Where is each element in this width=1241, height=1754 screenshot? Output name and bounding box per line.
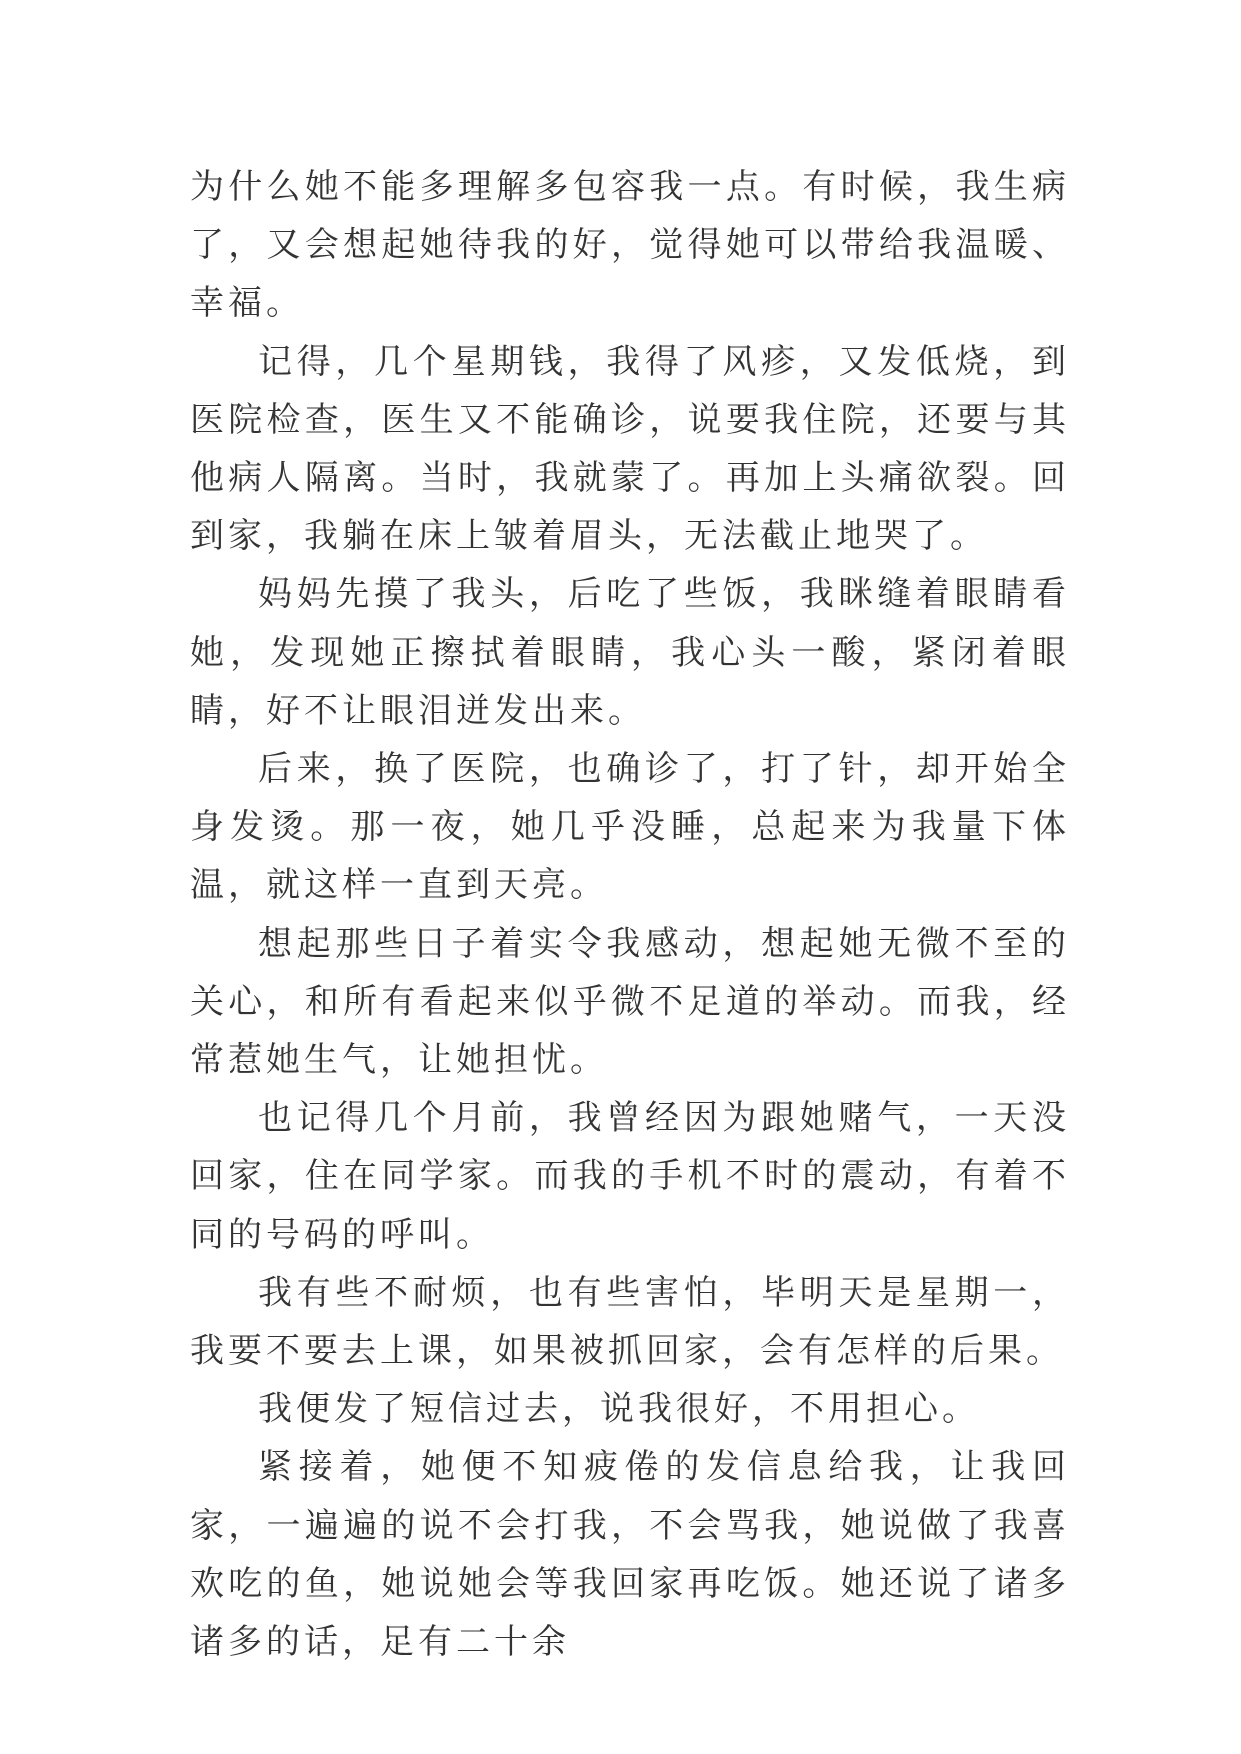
paragraph-4: 后来，换了医院，也确诊了，打了针，却开始全身发烫。那一夜，她几乎没睡，总起来为我量下体温，就这样一直到天亮。 xyxy=(190,749,1070,906)
paragraph-9: 紧接着，她便不知疲倦的发信息给我，让我回家，一遍遍的说不会打我，不会骂我，她说做了我喜欢吃的鱼，她说她会等我回家再吃饭。她还说了诸多诸多的话，足有二十余 xyxy=(190,1447,1070,1663)
paragraph-3: 妈妈先摸了我头，后吃了些饭，我眯缝着眼睛看她，发现她正擦拭着眼睛，我心头一酸，紧闭着眼睛，好不让眼泪迸发出来。 xyxy=(190,574,1070,731)
paragraph-1: 为什么她不能多理解多包容我一点。有时候，我生病了，又会想起她待我的好，觉得她可以带给我温暖、幸福。 xyxy=(190,167,1070,324)
paragraph-8: 我便发了短信过去，说我很好，不用担心。 xyxy=(258,1389,980,1430)
paragraph-6: 也记得几个月前，我曾经因为跟她赌气，一天没回家，住在同学家。而我的手机不时的震动，有着不同的号码的呼叫。 xyxy=(190,1098,1070,1255)
paragraph-5: 想起那些日子着实令我感动，想起她无微不至的关心，和所有看起来似乎微不足道的举动。而我，经常惹她生气，让她担忧。 xyxy=(190,923,1070,1081)
body-text xyxy=(190,158,1070,1671)
paragraph-7: 我有些不耐烦，也有些害怕，毕明天是星期一，我要不要去上课，如果被抓回家，会有怎样的后果。 xyxy=(190,1272,1070,1372)
paragraph-2: 记得，几个星期钱，我得了风疹，又发低烧，到医院检查，医生又不能确诊，说要我住院，还要与其他病人隔离。当时，我就蒙了。再加上头痛欲裂。回到家，我躺在床上皱着眉头，无法截止地哭了。 xyxy=(190,341,1070,557)
